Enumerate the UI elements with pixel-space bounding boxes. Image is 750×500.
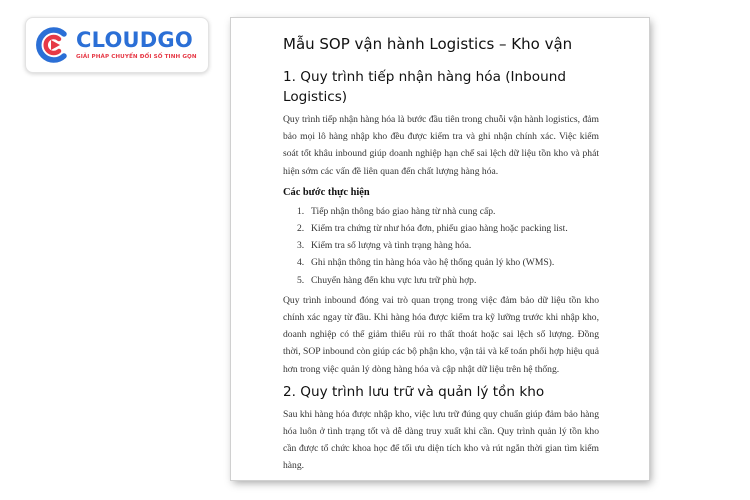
- step-text: Ghi nhận thông tin hàng hóa vào hệ thống quản lý kho (WMS).: [311, 257, 555, 269]
- step-number: 2.: [297, 223, 305, 235]
- document-title: Mẫu SOP vận hành Logistics – Kho vận: [283, 35, 573, 53]
- list-item: [297, 237, 599, 254]
- list-item: [297, 272, 599, 289]
- list-item: [297, 203, 599, 220]
- step-number: 5.: [297, 274, 305, 286]
- document-page: [231, 18, 649, 480]
- step-text: Kiểm tra số lượng và tình trạng hàng hóa.: [311, 240, 472, 252]
- step-number: 4.: [297, 257, 305, 269]
- document-content: [283, 28, 599, 475]
- brand-tagline: GIẢI PHÁP CHUYỂN ĐỔI SỐ TINH GỌN: [76, 54, 197, 60]
- section-2-intro: Sau khi hàng hóa được nhập kho, việc lưu trữ đúng quy chuẩn giúp đảm bảo hàng hóa luôn ở tình trạng tốt và dễ dàng truy xuất khi cần. Quy trình quản lý tồn kho cần được tổ chức khoa học để tối ưu diện tích kho và rút ngắn thời gian tìm kiếm hàng.: [283, 408, 599, 472]
- step-text: Kiểm tra chứng từ như hóa đơn, phiếu giao hàng hoặc packing list.: [311, 223, 568, 235]
- list-item: [297, 220, 599, 237]
- steps-heading: Các bước thực hiện: [283, 186, 370, 198]
- brand-name: CLOUDGO: [76, 28, 193, 52]
- section-1-closing: Quy trình inbound đóng vai trò quan trọng trong việc đảm bảo dữ liệu tồn kho chính xác ngay từ đầu. Khi hàng hóa được kiểm tra kỹ lưỡng trước khi nhập kho, doanh nghiệp có thể giảm thiểu rủi ro thất thoát hoặc sai lệch số lượng. Đồng thời, SOP inbound còn giúp các bộ phận kho, vận tải và kế toán phối hợp hiệu quả hơn trong việc quản lý dòng hàng hóa và cập nhật dữ liệu trên hệ thống.: [283, 294, 599, 375]
- cloudgo-logo-icon: [34, 27, 72, 63]
- section-1-heading: 1. Quy trình tiếp nhận hàng hóa (Inbound Logistics): [283, 69, 566, 105]
- section-2-heading: 2. Quy trình lưu trữ và quản lý tồn kho: [283, 383, 545, 400]
- list-item: [297, 254, 599, 271]
- brand-logo-card: [25, 17, 209, 73]
- step-text: Tiếp nhận thông báo giao hàng từ nhà cung cấp.: [311, 205, 496, 217]
- steps-list: [283, 203, 599, 289]
- step-number: 1.: [297, 205, 305, 217]
- step-text: Chuyển hàng đến khu vực lưu trữ phù hợp.: [311, 274, 477, 286]
- step-number: 3.: [297, 240, 305, 252]
- section-1-intro: Quy trình tiếp nhận hàng hóa là bước đầu tiên trong chuỗi vận hành logistics, đảm bảo mọi lô hàng nhập kho đều được kiểm tra và ghi nhận chính xác. Việc kiểm soát tốt khâu inbound giúp doanh nghiệp hạn chế sai lệch dữ liệu tồn kho và phát hiện sớm các vấn đề liên quan đến chất lượng hàng hóa.: [283, 114, 599, 177]
